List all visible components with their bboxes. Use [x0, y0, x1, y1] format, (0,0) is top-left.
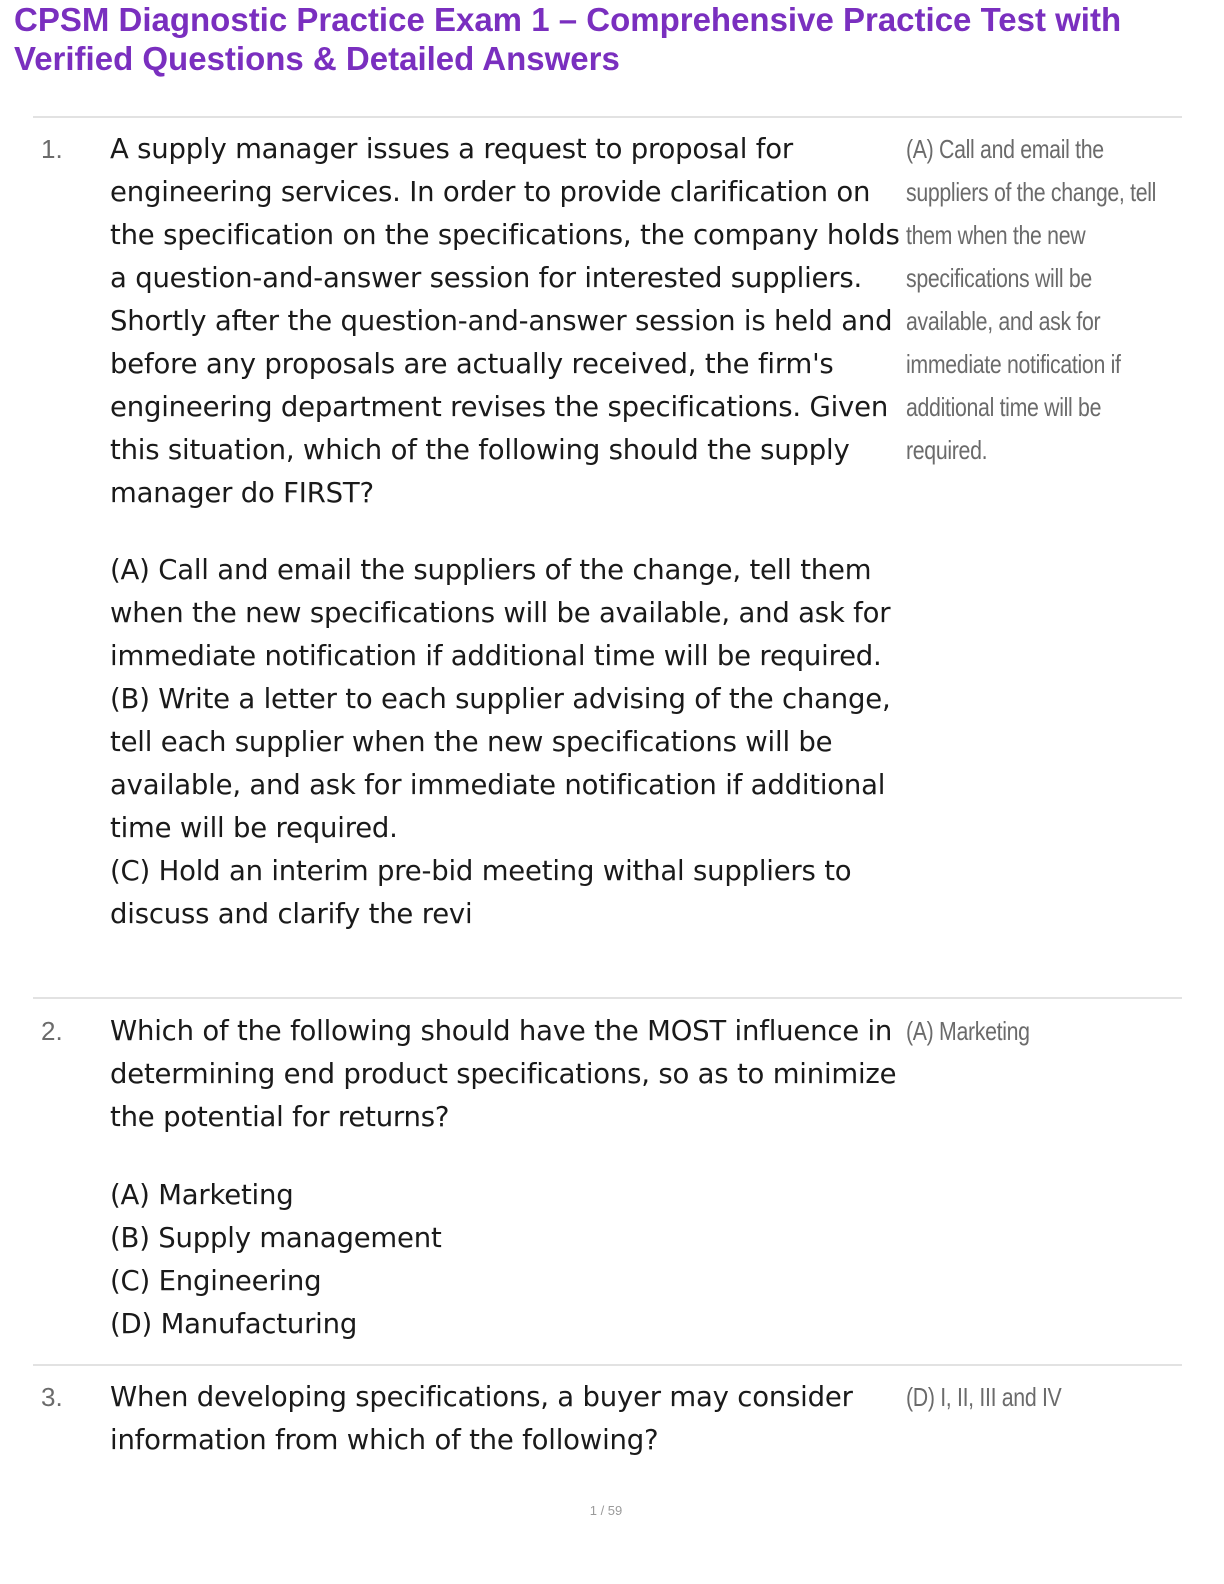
document-title: CPSM Diagnostic Practice Exam 1 – Comprehensive Practice Test with Verified Questions & Detailed Answers: [14, 1, 1122, 77]
question-number: 1.: [41, 134, 63, 164]
answer-text: (A) Call and email the suppliers of the change, tell them when the new specifications will be available, and ask for immediate notification if additional time will be required.: [906, 134, 1157, 465]
option-list: [110, 1174, 910, 1346]
option-a: (A) Call and email the suppliers of the change, tell them when the new specifications will be available, and ask for immediate notification if additional time will be required.: [110, 554, 891, 672]
option-d: (D) Manufacturing: [110, 1308, 358, 1340]
question-number: 3.: [41, 1382, 63, 1412]
option-c: (C) Engineering: [110, 1265, 322, 1297]
answer-text: (D) I, II, III and IV: [906, 1382, 1062, 1412]
option-list: [110, 549, 910, 936]
divider: [33, 997, 1182, 999]
divider: [33, 1364, 1182, 1366]
question-text: Which of the following should have the MOST influence in determining end product specifications, so as to minimize the potential for returns?: [110, 1015, 897, 1133]
option-b: (B) Write a letter to each supplier advising of the change, tell each supplier when the new specifications will be available, and ask for immediate notification if additional time will be required.: [110, 683, 891, 844]
question-text: When developing specifications, a buyer may consider information from which of the following?: [110, 1381, 853, 1456]
option-b: (B) Supply management: [110, 1222, 442, 1254]
divider: [33, 116, 1182, 118]
option-a: (A) Marketing: [110, 1179, 294, 1211]
page-number: 1 / 59: [589, 1503, 623, 1518]
answer-text: (A) Marketing: [906, 1016, 1030, 1046]
option-c: (C) Hold an interim pre-bid meeting withal suppliers to discuss and clarify the revi: [110, 855, 852, 930]
question-text: A supply manager issues a request to proposal for engineering services. In order to provide clarification on the specification on the specifications, the company holds a question-and-answer session for interested suppliers. Shortly after the question-and-answer session is held and before any proposals are actually received, the firm's engineering department revises the specifications. Given this situation, which of the following should the supply manager do FIRST?: [110, 133, 900, 509]
question-number: 2.: [41, 1016, 63, 1046]
